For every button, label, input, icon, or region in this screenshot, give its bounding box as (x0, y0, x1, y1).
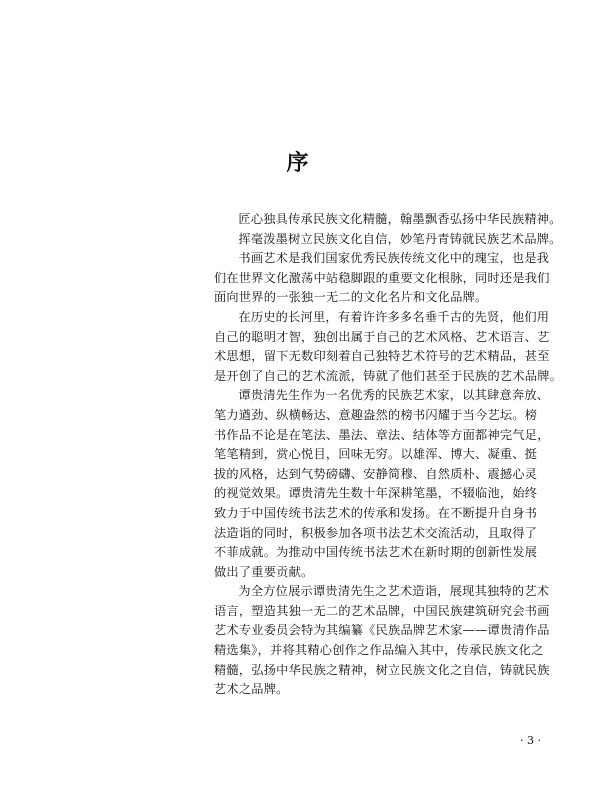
paragraph-line: 为全方位展示谭贵清先生之艺术造诣，展现其独特的艺术 (238, 584, 550, 599)
paragraph (214, 249, 550, 308)
paragraph-line: 书画艺术是我们国家优秀民族传统文化中的瑰宝，也是我 (238, 251, 550, 266)
paragraph-line: 挥毫泼墨树立民族文化自信，妙笔丹青铸就民族艺术品牌。 (238, 231, 562, 246)
paragraph-line: 精髓，弘扬中华民族之精神，树立民族文化之自信，铸就民族 (214, 662, 550, 677)
paragraph-line: 艺术之品牌。 (214, 682, 289, 697)
paragraph (214, 230, 562, 250)
page-number: · 3 · (520, 734, 541, 747)
paragraph-line: 自己的聪明才智，独创出属于自己的艺术风格、艺术语言、艺 (214, 329, 550, 344)
paragraph (214, 210, 562, 230)
paragraph (214, 582, 550, 700)
paragraph-line: 法造诣的同时，积极参加各项书法艺术交流活动，且取得了 (214, 525, 538, 540)
paragraph (214, 308, 563, 386)
paragraph-line: 做出了重要贡献。 (214, 564, 314, 579)
paragraph-line: 拔的风格，达到气势磅礴、安静简穆、自然质朴、震撼心灵 (214, 466, 538, 481)
paragraph-line: 的视觉效果。谭贵清先生数十年深耕笔墨，不辍临池，始终 (214, 486, 538, 501)
page-title: 序 (286, 150, 309, 176)
paragraph-line: 面向世界的一张独一无二的文化名片和文化品牌。 (214, 290, 488, 305)
paragraph-line: 书作品不论是在笔法、墨法、章法、结体等方面都神完气足， (214, 427, 550, 442)
paragraph-line: 谭贵清先生作为一名优秀的民族艺术家，以其肆意奔放、 (238, 388, 550, 403)
paragraph-line: 艺术专业委员会特为其编纂《民族品牌艺术家——谭贵清作品 (214, 623, 550, 638)
paragraph-line: 笔笔精到，赏心悦目，回味无穷。以雄浑、博大、凝重、挺 (214, 447, 538, 462)
paragraph-line: 笔力遒劲、纵横畅达、意趣盎然的榜书闪耀于当今艺坛。榜 (214, 407, 538, 422)
paragraph-line: 不菲成就。为推动中国传统书法艺术在新时期的创新性发展 (214, 545, 538, 560)
paragraph-line: 在历史的长河里，有着许许多多名垂千古的先贤，他们用 (238, 309, 550, 324)
paragraph-line: 匠心独具传承民族文化精髓，翰墨飘香弘扬中华民族精神。 (238, 212, 562, 226)
paragraph-line: 是开创了自己的艺术流派，铸就了他们甚至于民族的艺术品牌。 (214, 368, 563, 383)
paragraph-line: 语言，塑造其独一无二的艺术品牌，中国民族建筑研究会书画 (214, 603, 550, 618)
preface-body (214, 210, 563, 700)
paragraph-line: 术思想，留下无数印刻着自己独特艺术符号的艺术精品，甚至 (214, 349, 550, 364)
paragraph-line: 们在世界文化激荡中站稳脚跟的重要文化根脉，同时还是我们 (214, 270, 550, 285)
paragraph-line: 精选集》，并将其精心创作之作品编入其中，传承民族文化之 (214, 643, 544, 658)
paragraph-line: 致力于中国传统书法艺术的传承和发扬。在不断提升自身书 (214, 505, 538, 520)
paragraph (214, 386, 550, 582)
